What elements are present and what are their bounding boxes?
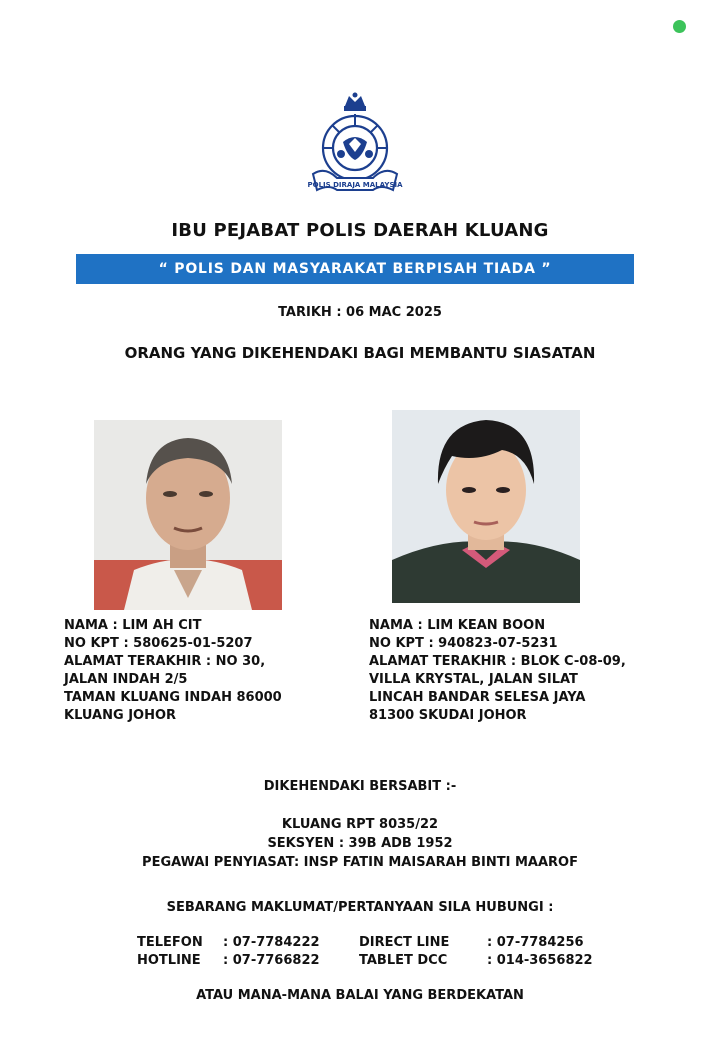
person-2-kpt: NO KPT : 940823-07-5231	[369, 636, 558, 651]
contact-row	[137, 952, 607, 970]
office-title: IBU PEJABAT POLIS DAERAH KLUANG	[171, 220, 549, 241]
contact-label: HOTLINE	[137, 953, 201, 968]
contact-label: TELEFON	[137, 935, 203, 950]
contact-number[interactable]: : 07-7766822	[223, 953, 320, 968]
status-dot-icon	[673, 20, 686, 33]
contact-number[interactable]: : 07-7784222	[223, 935, 320, 950]
report-number: KLUANG RPT 8035/22	[281, 817, 439, 832]
footer-note: ATAU MANA-MANA BALAI YANG BERDEKATAN	[196, 988, 524, 1003]
person-1-address-line: TAMAN KLUANG INDAH 86000	[64, 690, 282, 705]
person-1-address-line: JALAN INDAH 2/5	[64, 672, 188, 687]
crest-scroll-text: POLIS DIRAJA MALAYSIA	[307, 181, 403, 189]
contact-number[interactable]: : 07-7784256	[487, 935, 584, 950]
person-2-address-line: LINCAH BANDAR SELESA JAYA	[369, 690, 586, 705]
law-section: SEKSYEN : 39B ADB 1952	[267, 836, 453, 851]
motto-banner: “ POLIS DAN MASYARAKAT BERPISAH TIADA ”	[76, 254, 634, 284]
person-2-photo	[392, 410, 580, 603]
person-1-kpt: NO KPT : 580625-01-5207	[64, 636, 253, 651]
case-info	[0, 777, 720, 872]
person-1-address-line: KLUANG JOHOR	[64, 708, 177, 723]
contact-label: DIRECT LINE	[359, 935, 450, 950]
contact-number[interactable]: : 014-3656822	[487, 953, 593, 968]
person-1-details	[64, 617, 282, 725]
contact-label: TABLET DCC	[359, 953, 448, 968]
person-1-photo	[94, 420, 282, 610]
contact-table	[137, 934, 607, 970]
investigating-officer: PEGAWAI PENYIASAT: INSP FATIN MAISARAH BINTI MAAROF	[142, 855, 578, 870]
person-1-address-line: ALAMAT TERAKHIR : NO 30,	[64, 654, 266, 669]
contact-heading: SEBARANG MAKLUMAT/PERTANYAAN SILA HUBUNGI :	[166, 900, 554, 915]
contact-row	[137, 934, 607, 952]
date-line: TARIKH : 06 MAC 2025	[278, 305, 442, 320]
wanted-for-heading: DIKEHENDAKI BERSABIT :-	[263, 779, 457, 794]
page-heading: ORANG YANG DIKEHENDAKI BAGI MEMBANTU SIASATAN	[124, 344, 596, 362]
person-2-address-line: VILLA KRYSTAL, JALAN SILAT	[369, 672, 578, 687]
person-2-address-line: 81300 SKUDAI JOHOR	[369, 708, 527, 723]
police-crest-icon	[305, 92, 405, 196]
person-2-address-line: ALAMAT TERAKHIR : BLOK C-08-09,	[369, 654, 626, 669]
person-1-name: NAMA : LIM AH CIT	[64, 618, 202, 633]
person-2-details	[369, 617, 626, 725]
person-2-name: NAMA : LIM KEAN BOON	[369, 618, 546, 633]
